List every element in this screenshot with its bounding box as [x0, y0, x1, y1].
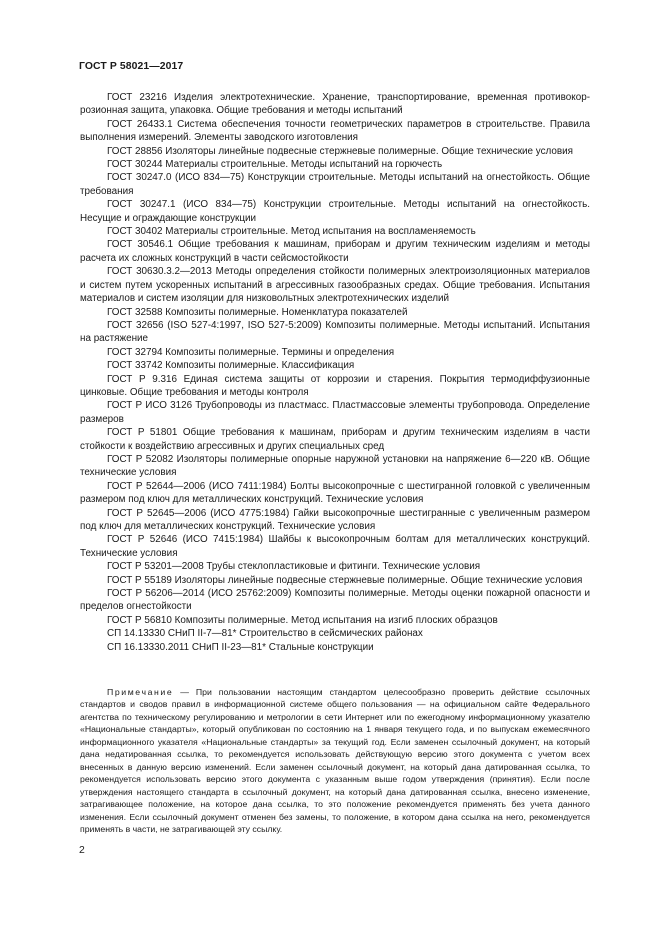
reference-item: ГОСТ 30244 Материалы строительные. Методы испытаний на горючесть — [107, 159, 443, 171]
reference-item: СП 14.13330 СНиП II-7—81* Строительство в сейсмических районах — [107, 628, 423, 640]
reference-item: ГОСТ Р 55189 Изоляторы линейные подвесные стержневые полимерные. Общие технические условия — [107, 574, 583, 586]
note-paragraph — [80, 686, 590, 835]
reference-item: ГОСТ 30630.3.2—2013 Методы определения стойкости полимерных электроизоляционных материалов и систем путем ускоренных испытаний в агрессивных газообразных средах. Общие требования. Испытания материалов и систем изоляции для низковольтных электротехнических изделий — [80, 266, 590, 305]
reference-item: ГОСТ 30546.1 Общие требования к машинам, приборам и другим техническим изделиям и методы расчета их сложных конструкций в части сейсмостойкости — [80, 239, 590, 264]
reference-item: СП 16.13330.2011 СНиП II-23—81* Стальные конструкции — [107, 641, 374, 653]
reference-item: ГОСТ Р 52646 (ИСО 7415:1984) Шайбы к высокопрочным болтам для металлических конструкций. Технические условия — [80, 534, 590, 559]
page-number: 2 — [79, 845, 85, 856]
reference-item: ГОСТ 30247.1 (ИСО 834—75) Конструкции строительные. Методы испытаний на огнестойкость. Несущие и ограждающие конструкции — [80, 199, 590, 224]
reference-item: ГОСТ Р 51801 Общие требования к машинам, приборам и другим техническим изделиям в части стойкости к воздействию агрессивных и других специальных сред — [80, 427, 590, 452]
standard-designation-header: ГОСТ Р 58021—2017 — [79, 61, 184, 72]
reference-item: ГОСТ 33742 Композиты полимерные. Классификация — [107, 360, 355, 372]
reference-item: ГОСТ Р ИСО 3126 Трубопроводы из пластмасс. Пластмассовые элементы трубопровода. Определение размеров — [80, 400, 590, 425]
reference-item: ГОСТ Р 56206—2014 (ИСО 25762:2009) Композиты полимерные. Методы оценки пожарной опасности и пределов огнестойкости — [80, 588, 590, 613]
reference-item: ГОСТ 28856 Изоляторы линейные подвесные стержневые полимерные. Общие технические условия — [107, 145, 574, 157]
reference-item: ГОСТ 32794 Композиты полимерные. Термины и определения — [107, 346, 395, 358]
reference-item: ГОСТ Р 52645—2006 (ИСО 4775:1984) Гайки высокопрочные шестигранные с увеличенным размером под ключ для металлических конструкций. Технические условия — [80, 507, 590, 532]
reference-item: ГОСТ 23216 Изделия электротехнические. Хранение, транспортирование, временная противокоррозионная защита, упаковка. Общие требования и методы испытаний — [80, 92, 590, 117]
reference-item: ГОСТ 26433.1 Система обеспечения точности геометрических параметров в строительстве. Правила выполнения измерений. Элементы заводского изготовления — [80, 118, 590, 144]
note-label: Примечание — [107, 687, 174, 697]
reference-item: ГОСТ Р 56810 Композиты полимерные. Метод испытания на изгиб плоских образцов — [107, 614, 498, 626]
reference-item: ГОСТ Р 53201—2008 Трубы стеклопластиковые и фитинги. Технические условия — [107, 561, 481, 573]
reference-item: ГОСТ Р 52082 Изоляторы полимерные опорные наружной установки на напряжение 6—220 кВ. Общие технические условия — [80, 453, 590, 479]
reference-item: ГОСТ 30402 Материалы строительные. Метод испытания на воспламеняемость — [107, 226, 476, 238]
reference-item: ГОСТ 32656 (ISO 527-4:1997, ISO 527-5:2009) Композиты полимерные. Методы испытаний. Испытания на растяжение — [80, 319, 590, 345]
reference-item: ГОСТ 30247.0 (ИСО 834—75) Конструкции строительные. Методы испытаний на огнестойкость. Общие требования — [80, 172, 590, 197]
normative-references-list — [80, 91, 590, 654]
reference-item: ГОСТ Р 9.316 Единая система защиты от коррозии и старения. Покрытия термодиффузионные цинковые. Общие требования и методы контроля — [80, 373, 590, 398]
reference-item: ГОСТ Р 52644—2006 (ИСО 7411:1984) Болты высокопрочные с шестигранной головкой с увеличенным размером под ключ для металлических конструкций. Технические условия — [80, 480, 590, 506]
reference-item: ГОСТ 32588 Композиты полимерные. Номенклатура показателей — [107, 306, 408, 318]
note-text: — При пользовании настоящим стандартом целесообразно проверить действие ссылочных стандартов и сводов правил в информационной системе общего пользования — на официальном сайте Федерального агентства по техническому регулированию и метрологии в сети Интернет или по ежегодному информационному указателю «Национальные стандарты», который опубликован по состоянию на 1 января текущего года, и по выпускам ежемесячного информационного указателя «Национальные стандарты» за текущий год. Если заменен ссылочный документ, на который дана недатированная ссылка, то рекомендуется использовать действующую версию этого документа с учетом всех внесенных в данную версию изменений. Если заменен ссылочный документ, на который дана датированная ссылка, то рекомендуется использовать версию этого документа с указанным выше годом утверждения (принятия). Если после утверждения настоящего стандарта в ссылочный документ, на который дана датированная ссылка, внесено изменение, затрагивающее положение, на которое дана ссылка, то это положение рекомендуется применять без учета данного изменения. Если ссылочный документ отменен без замены, то положение, в котором дана ссылка на него, рекомендуется применять в части, не затрагивающей эту ссылку. — [80, 687, 590, 834]
